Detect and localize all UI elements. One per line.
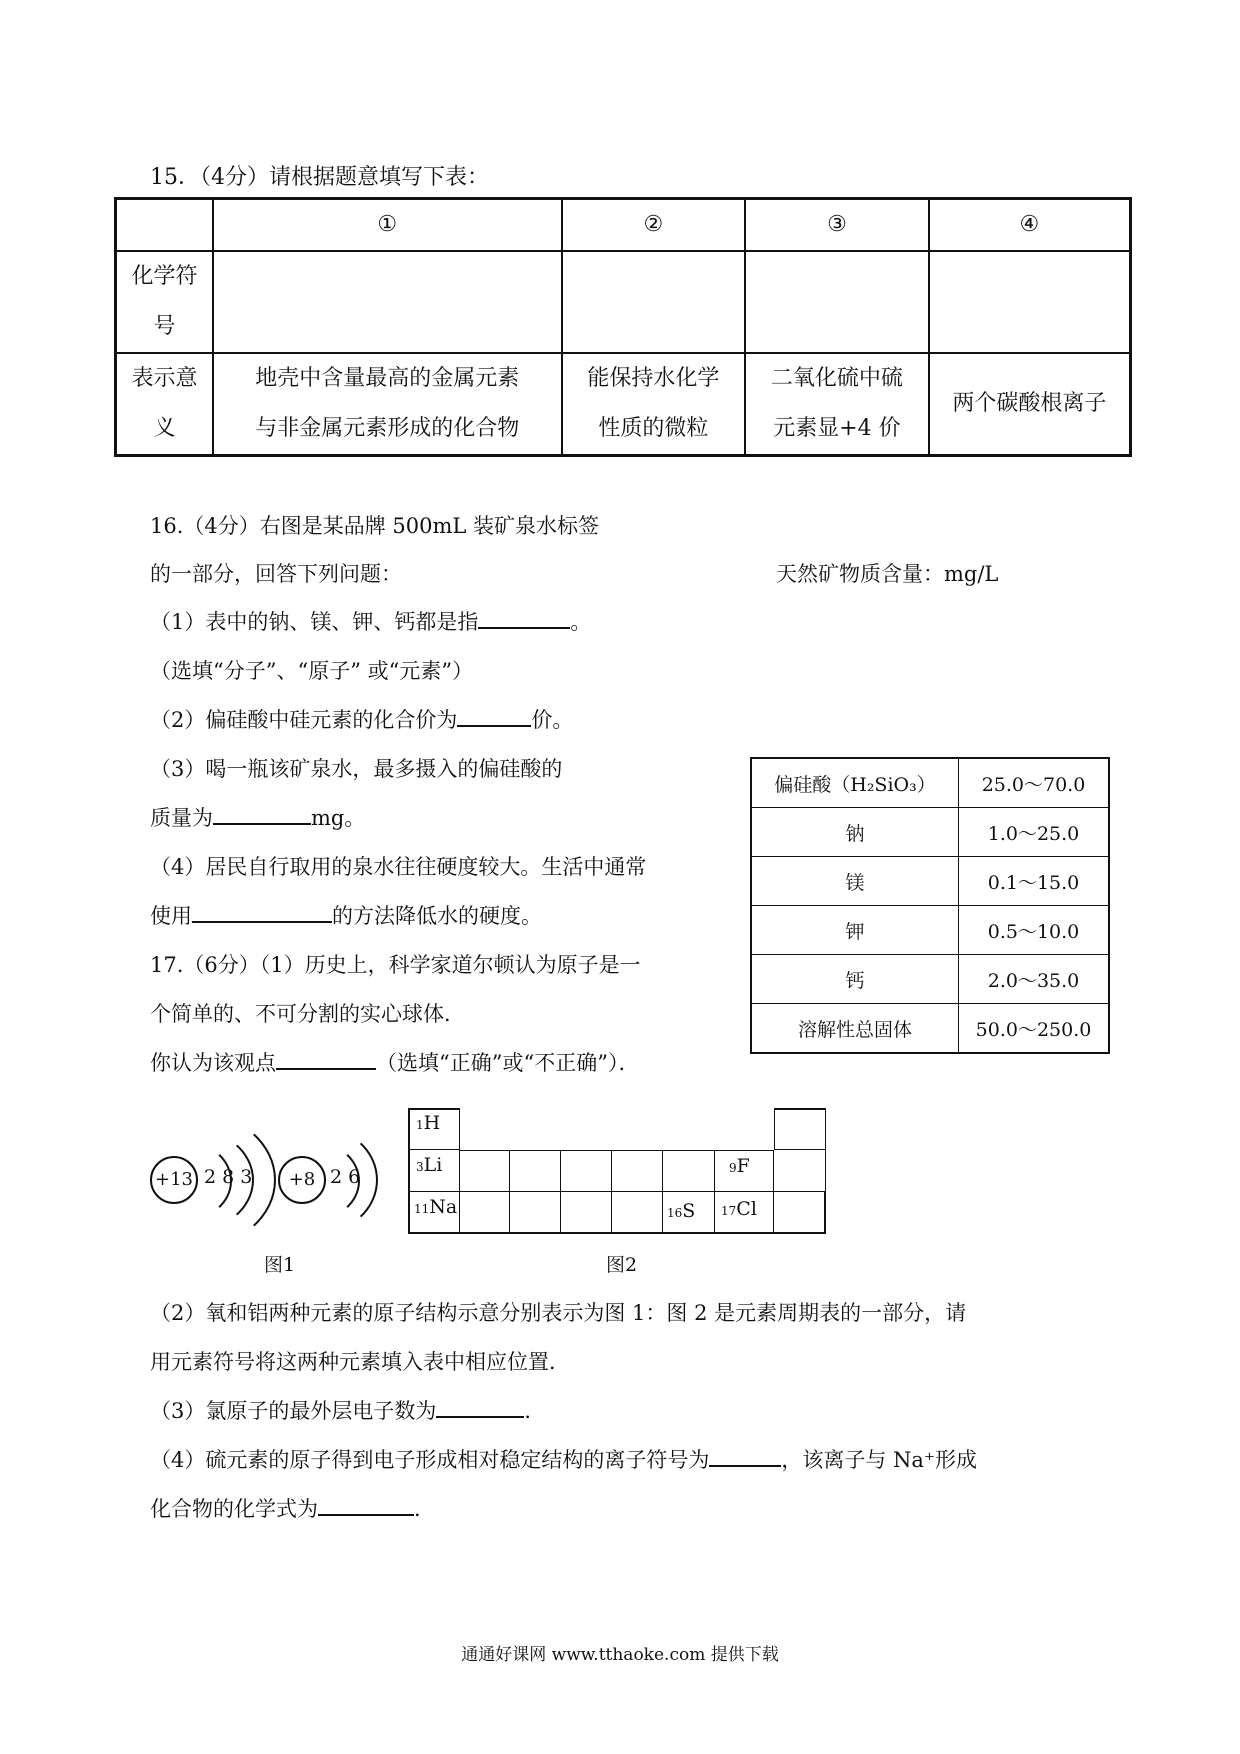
q15-header-2: ② — [562, 199, 745, 252]
q15-header-4: ④ — [929, 199, 1131, 252]
pt-cell-row3-g5[interactable] — [612, 1192, 663, 1234]
atom-diagram-oxygen — [278, 1110, 378, 1240]
q16-part4b: 使用 的方法降低水的硬度。 — [150, 904, 542, 928]
nucleus-circle: +13 — [150, 1156, 198, 1204]
q15-answer-cell-1[interactable] — [213, 251, 562, 353]
mineral-name: 钠 — [751, 808, 959, 857]
nucleus-circle: +8 — [278, 1156, 326, 1204]
q17-part3: （3）氯原子的最外层电子数为 ． — [150, 1399, 546, 1423]
pt-cell-f: 9F — [715, 1150, 774, 1192]
q17-line2: 个简单的、不可分割的实心球体． — [150, 1002, 465, 1026]
mineral-value: 1.0～25.0 — [959, 808, 1110, 857]
q17-blank-4b[interactable] — [318, 1513, 414, 1516]
electron-shell-arc — [116, 1112, 276, 1248]
q16-part4a: （4）居民自行取用的泉水往往硬度较大。生活中通常 — [150, 855, 647, 879]
q15-meaning-3: 二氧化硫中硫 元素显+4 价 — [745, 353, 929, 456]
pt-cell-row2-g4[interactable] — [561, 1150, 612, 1192]
q17-blank-3[interactable] — [436, 1415, 524, 1418]
q15-corner-cell — [116, 199, 213, 252]
q16-part1: （1）表中的钠、镁、钾、钙都是指 。 — [150, 610, 592, 634]
pt-cell-row2-g18[interactable] — [774, 1150, 826, 1192]
mineral-name: 镁 — [751, 857, 959, 906]
pt-cell-li: 3Li — [408, 1150, 460, 1192]
q15-meaning-4: 两个碳酸根离子 — [929, 353, 1131, 456]
q17-blank-4a[interactable] — [709, 1464, 781, 1467]
q16-line2: 的一部分，回答下列问题： — [150, 562, 402, 586]
q15-answer-cell-4[interactable] — [929, 251, 1131, 353]
mineral-value: 0.1～15.0 — [959, 857, 1110, 906]
electron-shell-arc — [258, 1126, 378, 1234]
pt-cell-row3-g18[interactable] — [774, 1192, 826, 1234]
q17-line3: 你认为该观点 （选填“正确”或“不正确”）． — [150, 1051, 640, 1075]
pt-cell-s: 16S — [663, 1192, 715, 1234]
q15-row-label-symbol: 化学符 号 — [116, 251, 213, 353]
electron-shells-text: 2 8 3 — [204, 1166, 253, 1188]
q17-part2-line2: 用元素符号将这两种元素填入表中相应位置． — [150, 1350, 570, 1374]
q15-header-1: ① — [213, 199, 562, 252]
q15-row-label-meaning: 表示意 义 — [116, 353, 213, 456]
mineral-label-table — [750, 757, 1110, 1054]
q17-part4-line2: 化合物的化学式为 ． — [150, 1497, 435, 1521]
mineral-name: 溶解性总固体 — [751, 1004, 959, 1054]
q16-part3b: 质量为 mg。 — [150, 806, 366, 830]
page-footer: 通通好课网 www.tthaoke.com 提供下载 — [461, 1645, 779, 1665]
q17-blank-1[interactable] — [276, 1067, 376, 1070]
electron-shells-text: 2 6 — [330, 1166, 361, 1188]
mineral-name: 偏硅酸（H₂SiO₃） — [751, 758, 959, 808]
q16-blank-2[interactable] — [457, 724, 531, 727]
pt-cell-row2-g3[interactable] — [510, 1150, 561, 1192]
pt-cell-cl: 17Cl — [715, 1192, 774, 1234]
mineral-name: 钾 — [751, 906, 959, 955]
q16-blank-4[interactable] — [192, 920, 332, 923]
q16-part1-hint: （选填“分子”、“原子” 或“元素”） — [150, 659, 474, 683]
q15-answer-cell-3[interactable] — [745, 251, 929, 353]
q15-meaning-1: 地壳中含量最高的金属元素 与非金属元素形成的化合物 — [213, 353, 562, 456]
periodic-table-fragment — [408, 1108, 826, 1234]
q15-title: 15．（4分）请根据题意填写下表： — [150, 165, 489, 190]
q15-header-3: ③ — [745, 199, 929, 252]
pt-cell-group18-row1[interactable] — [774, 1108, 826, 1150]
q16-part3a: （3）喝一瓶该矿泉水，最多摄入的偏硅酸的 — [150, 757, 563, 781]
q16-blank-3[interactable] — [213, 822, 311, 825]
mineral-value: 0.5～10.0 — [959, 906, 1110, 955]
q17-part4-line1: （4）硫元素的原子得到电子形成相对稳定结构的离子符号为 ，该离子与 Na⁺形成 — [150, 1448, 978, 1472]
pt-cell-na: 11Na — [408, 1192, 460, 1234]
mineral-value: 50.0～250.0 — [959, 1004, 1110, 1054]
q16-blank-1[interactable] — [478, 626, 570, 629]
q17-part2-line1: （2）氧和铝两种元素的原子结构示意分别表示为图 1：图 2 是元素周期表的一部分，请 — [150, 1301, 967, 1325]
q16-part2: （2）偏硅酸中硅元素的化合价为 价。 — [150, 708, 574, 732]
q16-line1: 16.（4分）右图是某品牌 500mL 装矿泉水标签 — [150, 514, 600, 538]
q16-label-caption: 天然矿物质含量：mg/L — [776, 562, 999, 586]
pt-cell-row3-g4[interactable] — [561, 1192, 612, 1234]
pt-cell-row2-g2[interactable] — [460, 1150, 510, 1192]
q15-answer-cell-2[interactable] — [562, 251, 745, 353]
q17-line1: 17.（6分）（1）历史上，科学家道尔顿认为原子是一 — [150, 953, 641, 977]
figure-1-caption: 图1 — [264, 1254, 296, 1276]
pt-cell-row3-g2[interactable] — [460, 1192, 510, 1234]
q15-meaning-2: 能保持水化学 性质的微粒 — [562, 353, 745, 456]
q15-table — [114, 197, 1132, 457]
mineral-value: 25.0～70.0 — [959, 758, 1110, 808]
pt-cell-row3-g3[interactable] — [510, 1192, 561, 1234]
atom-diagram-aluminum — [150, 1110, 270, 1240]
pt-cell-row2-g6[interactable] — [663, 1150, 715, 1192]
figure-2-caption: 图2 — [606, 1254, 638, 1276]
mineral-value: 2.0～35.0 — [959, 955, 1110, 1004]
pt-cell-h: 1H — [408, 1108, 460, 1150]
mineral-name: 钙 — [751, 955, 959, 1004]
pt-cell-row2-g5[interactable] — [612, 1150, 663, 1192]
